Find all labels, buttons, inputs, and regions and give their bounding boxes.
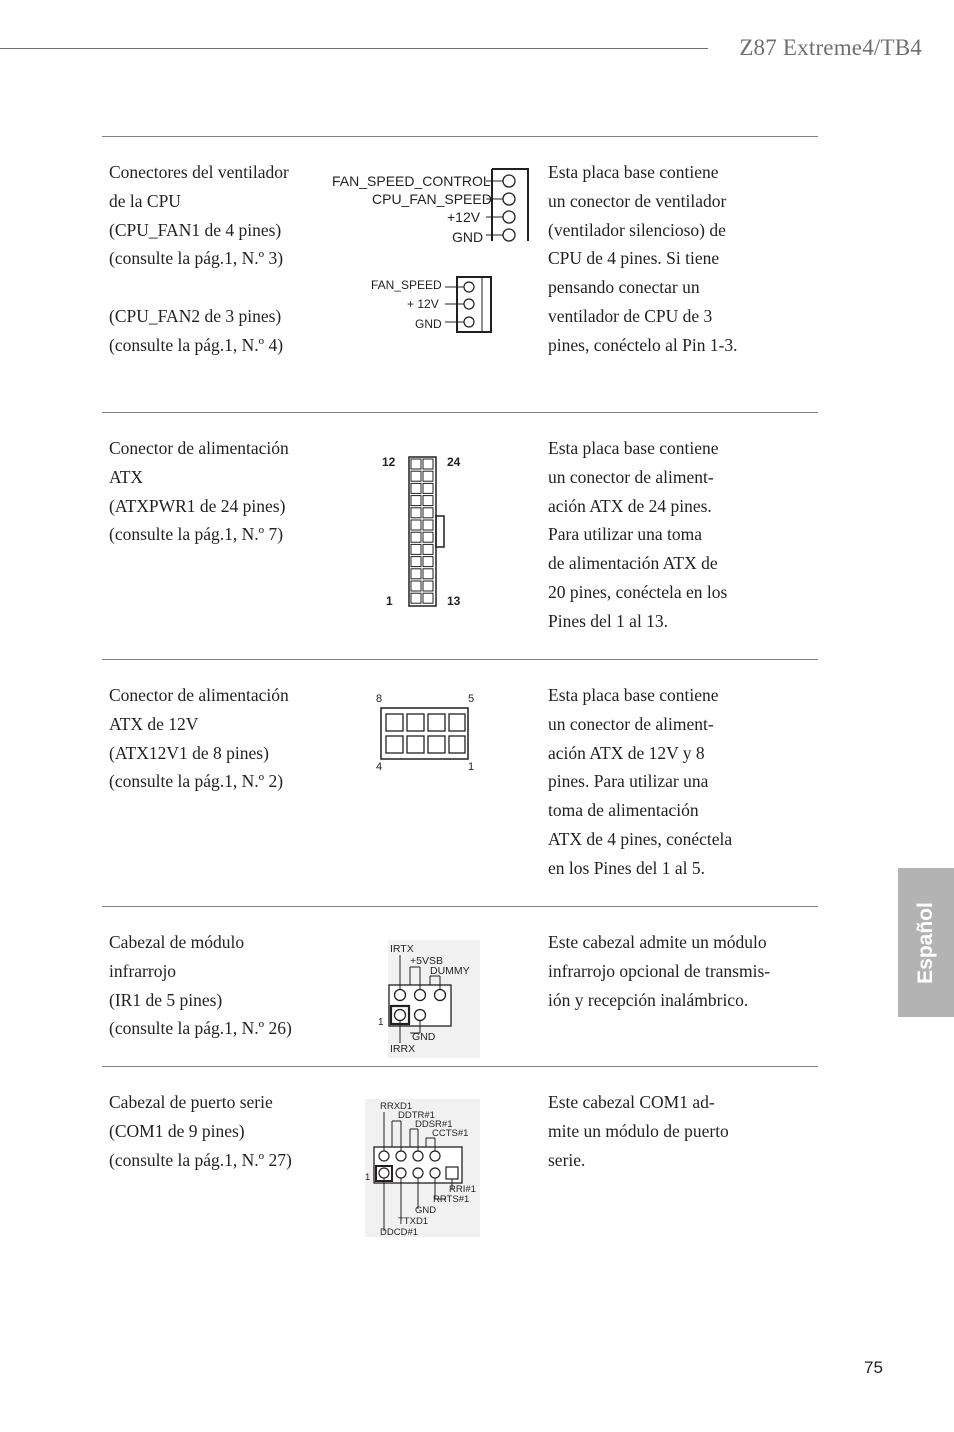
ir-pin-label: +5VSB [410, 955, 443, 967]
atx-pin-cell [423, 569, 433, 579]
fan4-label: GND [452, 229, 484, 245]
atx-pin-cell [423, 544, 433, 554]
ir-pin-label: DUMMY [430, 965, 470, 977]
atx-pin-cell [411, 569, 421, 579]
pin-label: 8 [376, 693, 383, 705]
ir-pin-label: 1 [378, 1017, 384, 1028]
atx-pin-cell [411, 471, 421, 481]
atx-pin-cell [423, 508, 433, 518]
atx-pin-cell [423, 557, 433, 567]
atx-power-title: Conector de alimentación ATX (ATXPWR1 de 24 pines) (consulte la pág.1, N.º 7) [109, 438, 289, 545]
atx-power-description: Esta placa base contiene un conector de aliment- ación ATX de 24 pines. Para utilizar una toma de alimentación ATX de 20 pines, conéctela en los Pines del 1 al 13. [548, 438, 728, 631]
ir-pin-label: IRTX [390, 943, 414, 955]
atx24-diagram [378, 450, 478, 615]
atx-pin-cell [411, 532, 421, 542]
com-pin-label: 1 [365, 1172, 371, 1183]
row-divider [102, 659, 818, 660]
atx-pin-cell [423, 520, 433, 530]
fan4-label: FAN_SPEED_CONTROL [332, 173, 491, 189]
atx-pin-cell [411, 557, 421, 567]
com-pin-label: DDCD#1 [380, 1227, 419, 1238]
com-header-diagram [362, 1099, 480, 1239]
atx-pin-cell [411, 483, 421, 493]
fan3-label: GND [415, 317, 442, 331]
fan4-label: CPU_FAN_SPEED [372, 191, 492, 207]
pin-label: 1 [468, 761, 475, 773]
row-divider [102, 136, 818, 137]
ir-header-description: Este cabezal admite un módulo infrarrojo opcional de transmis- ión y recepción inalámbrico. [548, 932, 771, 1010]
atx-pin-cell [411, 508, 421, 518]
com-pin-label: CCTS#1 [432, 1128, 469, 1139]
fan3-label: FAN_SPEED [371, 278, 442, 292]
pin-label: 4 [376, 761, 383, 773]
atx-pin-cell [411, 520, 421, 530]
pin-label: 13 [447, 594, 461, 608]
fan4-label: +12V [447, 209, 481, 225]
com-pin-label: DDSR#1 [415, 1119, 453, 1130]
cpu-fan-title: Conectores del ventilador de la CPU (CPU_FAN1 de 4 pines) (consulte la pág.1, N.º 3) (CPU_FAN2 de 3 pines) (consulte la pág.1, N.º 4) [109, 162, 289, 355]
language-tab-label: Español [914, 901, 937, 984]
atx12v-title: Conector de alimentación ATX de 12V (ATX12V1 de 8 pines) (consulte la pág.1, N.º 2) [109, 685, 289, 792]
com-header-title: Cabezal de puerto serie (COM1 de 9 pines) (consulte la pág.1, N.º 27) [109, 1092, 292, 1170]
header-rule [0, 48, 708, 49]
com-header-description: Este cabezal COM1 ad- mite un módulo de puerto serie. [548, 1092, 729, 1170]
row-divider [102, 906, 818, 907]
atx-pin-cell [423, 581, 433, 591]
atx-pin-cell [423, 496, 433, 506]
language-tab [898, 868, 954, 1017]
atx12v-description: Esta placa base contiene un conector de aliment- ación ATX de 12V y 8 pines. Para utilizar una toma de alimentación ATX de 4 pines, conéctela en los Pines del 1 al 5. [548, 685, 733, 878]
cpu-fan-description: Esta placa base contiene un conector de ventilador (ventilador silencioso) de CPU de 4 pines. Si tiene pensando conectar un ventilador de CPU de 3 pines, conéctelo al Pin 1-3. [548, 162, 738, 355]
atx-pin-cell [423, 483, 433, 493]
ir-pin-label: GND [412, 1031, 436, 1043]
atx-pin-cell [411, 544, 421, 554]
atx-pin-cell [423, 471, 433, 481]
ir-header-title: Cabezal de módulo infrarrojo (IR1 de 5 pines) (consulte la pág.1, N.º 26) [109, 932, 292, 1039]
com-pin-label: RRXD1 [380, 1101, 413, 1112]
pin-label: 12 [382, 455, 396, 469]
page-number: 75 [864, 1358, 883, 1377]
com-pin-label: TTXD1 [398, 1216, 429, 1227]
ir-pin-label: IRRX [390, 1043, 416, 1055]
pin-label: 24 [447, 455, 461, 469]
com-pin-label: RRI#1 [449, 1184, 476, 1195]
atx-pin-cell [423, 593, 433, 603]
com-pin-label: GND [415, 1205, 437, 1216]
atx-pin-cell [423, 459, 433, 469]
com-pin-label: RRTS#1 [433, 1194, 470, 1205]
atx-pin-cell [411, 496, 421, 506]
row-divider [102, 1066, 818, 1067]
atx12v-diagram [372, 688, 482, 773]
cpu-fan-diagram [330, 165, 535, 335]
pin-label: 5 [468, 693, 475, 705]
pin-label: 1 [386, 594, 393, 608]
atx-pin-cell [411, 581, 421, 591]
fan3-label: + 12V [407, 297, 439, 311]
atx-pin-cell [411, 593, 421, 603]
atx-pin-cell [423, 532, 433, 542]
model-title: Z87 Extreme4/TB4 [739, 35, 922, 60]
row-divider [102, 412, 818, 413]
atx-pin-cell [411, 459, 421, 469]
ir-header-diagram [372, 940, 480, 1058]
com-pin-label: DDTR#1 [398, 1110, 435, 1121]
